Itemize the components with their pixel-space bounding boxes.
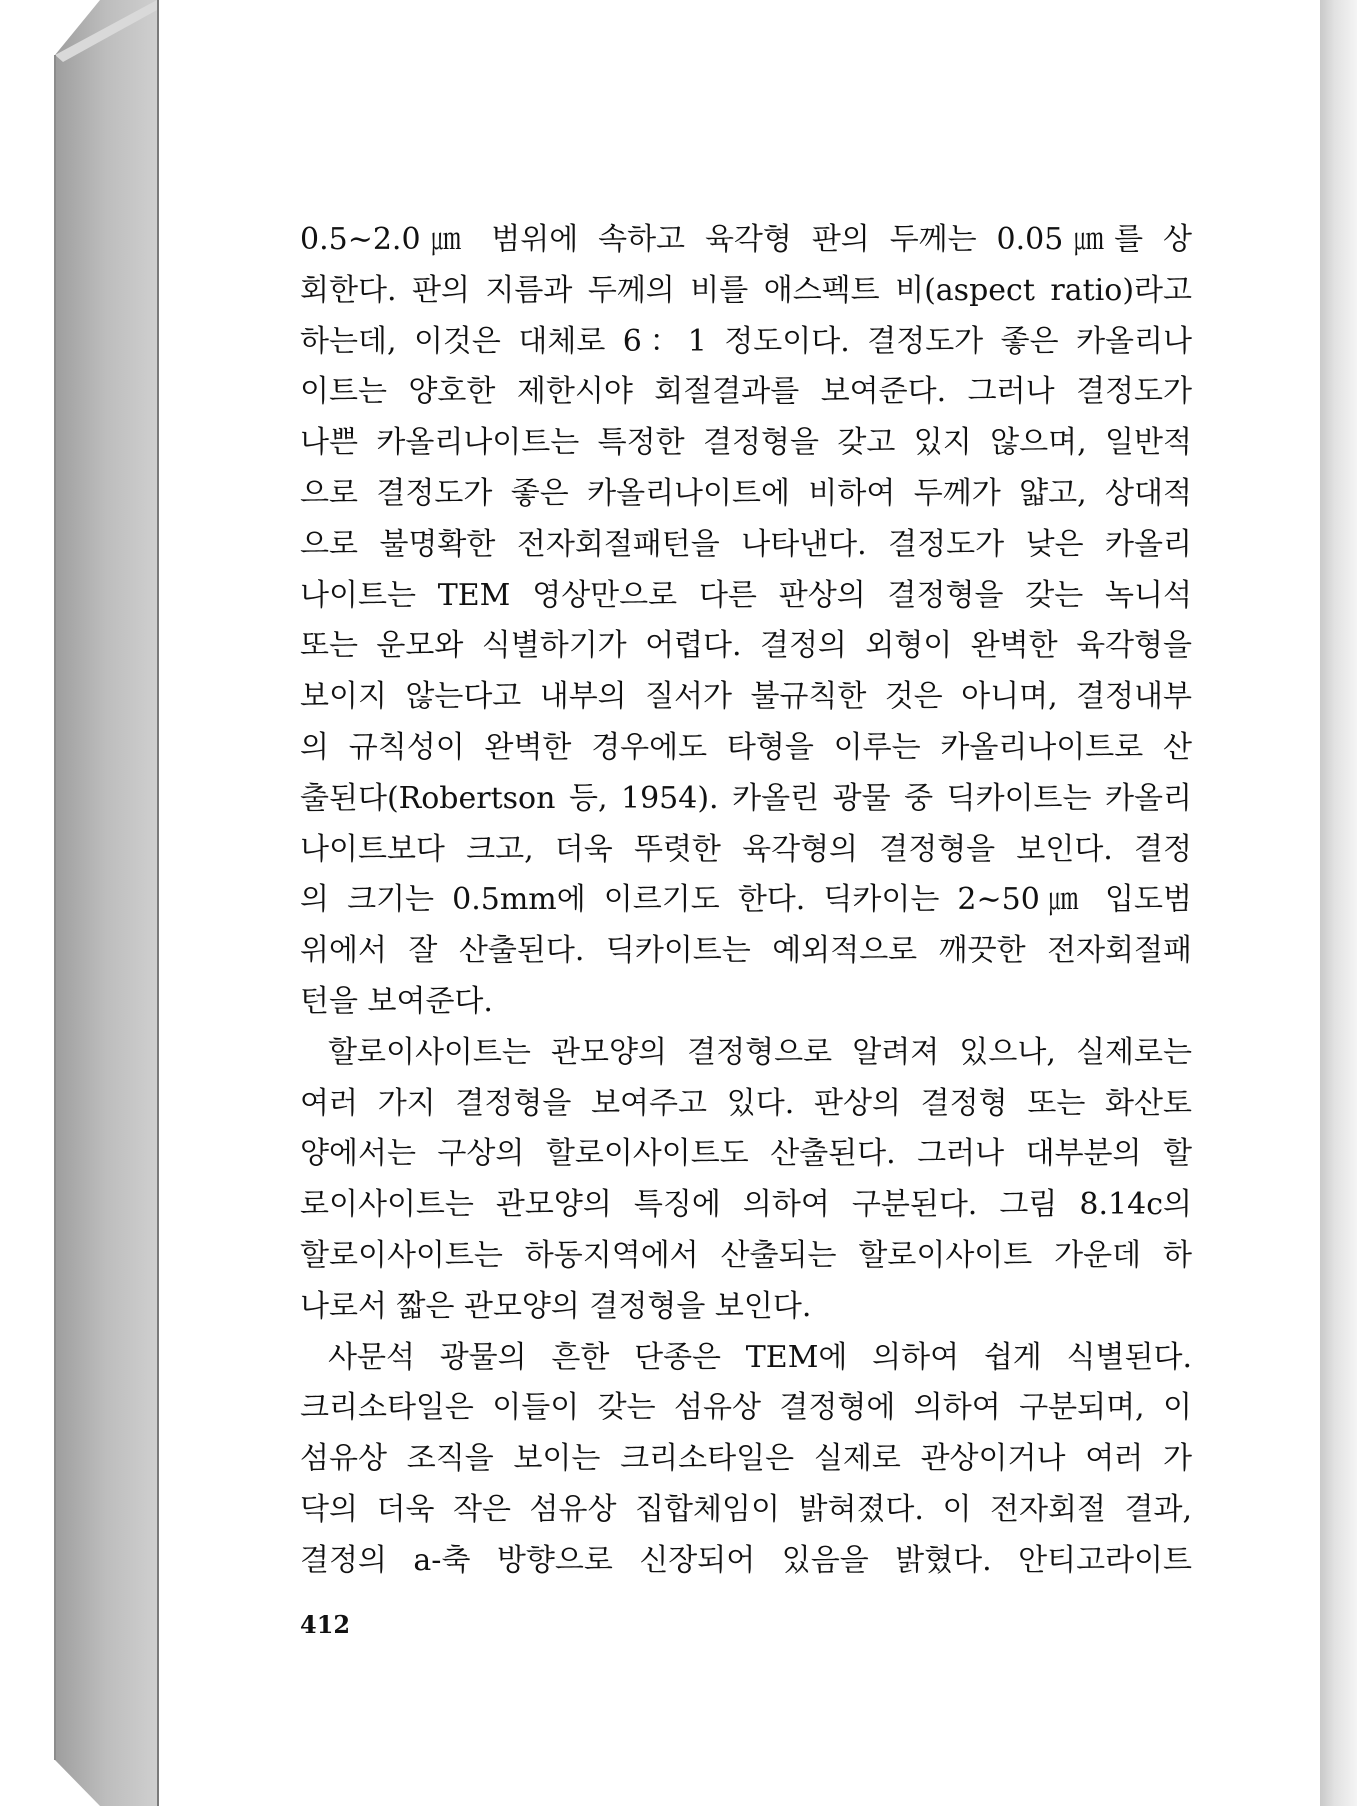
text-line: 이트는 양호한 제한시야 회절결과를 보여준다. 그러나 결정도가	[300, 374, 1192, 410]
text-line: 하는데, 이것은 대체로 6：1 정도이다. 결정도가 좋은 카올리나	[300, 323, 1192, 359]
text-line: 양에서는 구상의 할로이사이트도 산출된다. 그러나 대부분의 할	[300, 1136, 1192, 1172]
text-line: 나이트보다 크고, 더욱 뚜렷한 육각형의 결정형을 보인다. 결정	[300, 831, 1192, 867]
right-page-shadow	[1320, 0, 1357, 1806]
text-line: 위에서 잘 산출된다. 딕카이트는 예외적으로 깨끗한 전자회절패	[300, 933, 1192, 969]
text-line: 섬유상 조직을 보이는 크리소타일은 실제로 관상이거나 여러 가	[300, 1441, 1192, 1477]
text-line: 으로 불명확한 전자회절패턴을 나타낸다. 결정도가 낮은 카올리	[300, 526, 1192, 562]
text-line: 출된다(Robertson 등, 1954). 카올린 광물 중 딕카이트는 카올리	[300, 780, 1192, 816]
text-line: 회한다. 판의 지름과 두께의 비를 애스펙트 비(aspect ratio)라고	[300, 272, 1192, 308]
text-line: 할로이사이트는 관모양의 결정형으로 알려져 있으나, 실제로는	[328, 1034, 1192, 1070]
text-line: 나이트는 TEM 영상만으로 다른 판상의 결정형을 갖는 녹니석	[300, 577, 1192, 613]
text-line: 또는 운모와 식별하기가 어렵다. 결정의 외형이 완벽한 육각형을	[300, 628, 1192, 664]
text-line: 크리소타일은 이들이 갖는 섬유상 결정형에 의하여 구분되며, 이	[300, 1390, 1192, 1426]
text-line: 여러 가지 결정형을 보여주고 있다. 판상의 결정형 또는 화산토	[300, 1085, 1192, 1121]
text-line: 사문석 광물의 흔한 단종은 TEM에 의하여 쉽게 식별된다.	[328, 1339, 1192, 1375]
text-line: 의 크기는 0.5mm에 이르기도 한다. 딕카이는 2∼50㎛ 입도범	[300, 882, 1192, 918]
page-number: 412	[300, 1610, 351, 1639]
text-line: 로이사이트는 관모양의 특징에 의하여 구분된다. 그림 8.14c의	[300, 1187, 1192, 1223]
text-line: 할로이사이트는 하동지역에서 산출되는 할로이사이트 가운데 하	[300, 1237, 1192, 1273]
text-line: 나로서 짧은 관모양의 결정형을 보인다.	[300, 1288, 812, 1324]
text-line: 의 규칙성이 완벽한 경우에도 타형을 이루는 카올리나이트로 산	[300, 729, 1192, 765]
document-page	[157, 0, 1320, 1806]
book-spine	[0, 0, 160, 1806]
text-line: 닥의 더욱 작은 섬유상 집합체임이 밝혀졌다. 이 전자회절 결과,	[300, 1491, 1192, 1527]
body-text	[300, 215, 1192, 1587]
text-line: 턴을 보여준다.	[300, 983, 493, 1019]
text-line: 0.5∼2.0㎛ 범위에 속하고 육각형 판의 두께는 0.05㎛를 상	[300, 222, 1192, 257]
text-line: 결정의 a-축 방향으로 신장되어 있음을 밝혔다. 안티고라이트	[300, 1542, 1192, 1578]
text-line: 으로 결정도가 좋은 카올리나이트에 비하여 두께가 얇고, 상대적	[300, 475, 1192, 511]
text-line: 보이지 않는다고 내부의 질서가 불규칙한 것은 아니며, 결정내부	[300, 679, 1192, 715]
text-line: 나쁜 카올리나이트는 특정한 결정형을 갖고 있지 않으며, 일반적	[300, 425, 1192, 461]
